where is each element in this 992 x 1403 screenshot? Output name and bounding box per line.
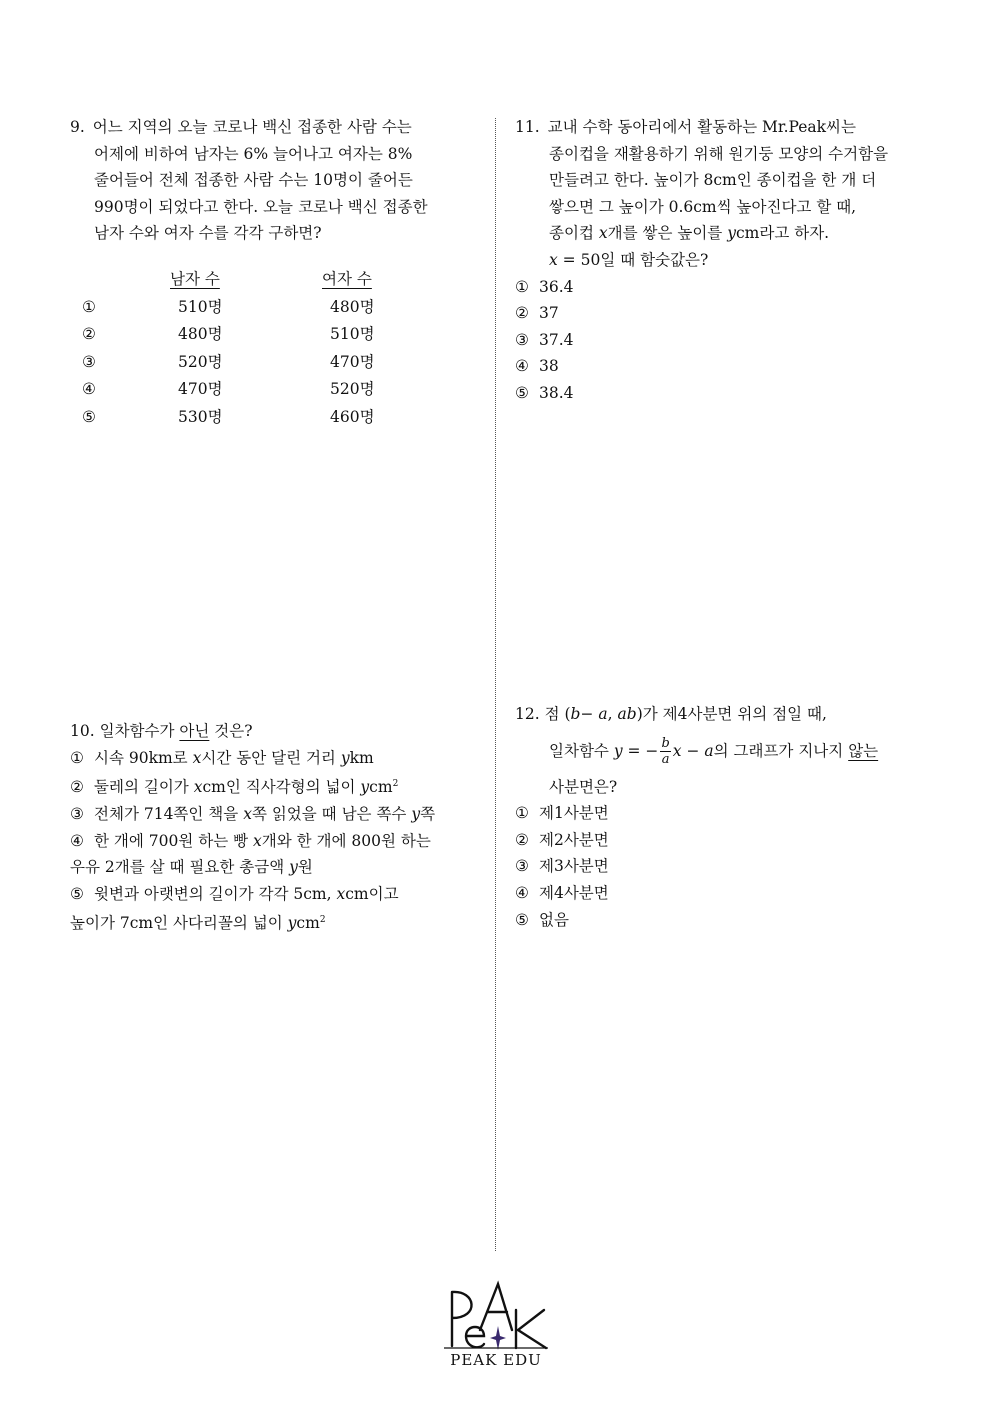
question-text-line <box>515 220 935 247</box>
question-text: 일차함수가 <box>99 722 180 740</box>
option-marker: ③ <box>515 330 529 349</box>
fraction <box>660 736 670 767</box>
question-text-line: 사분면은? <box>549 777 618 796</box>
option-5 <box>515 380 935 407</box>
question-text: 것은? <box>209 722 253 740</box>
option-2 <box>515 827 935 854</box>
emphasis-underline: 아닌 <box>179 722 210 740</box>
male-count: 520명 <box>178 352 223 371</box>
logo-letter-a <box>480 1284 512 1330</box>
question-text-line: 쌓으면 그 높이가 0.6cm씩 높아진다고 할 때, <box>549 197 857 216</box>
male-count: 530명 <box>178 407 223 426</box>
female-count: 480명 <box>330 297 375 316</box>
option-text: 둘레의 길이가 <box>94 778 194 797</box>
star-icon <box>490 1326 506 1350</box>
option-text: 38.4 <box>539 383 574 402</box>
math-var: b <box>570 705 581 723</box>
option-text: cm이고 <box>345 884 399 903</box>
table-row <box>82 321 462 349</box>
table-row <box>82 376 462 404</box>
table-row <box>82 349 462 377</box>
option-3 <box>515 327 935 354</box>
option-3 <box>70 801 490 828</box>
superscript: 2 <box>319 915 326 926</box>
female-count: 470명 <box>330 352 375 371</box>
answer-table <box>82 266 462 431</box>
question-text-line: 남자 수와 여자 수를 각각 구하면? <box>94 224 322 243</box>
female-count: 510명 <box>330 325 375 343</box>
math-var: y <box>287 914 297 933</box>
math-var: ab <box>617 705 637 723</box>
question-11 <box>515 114 935 407</box>
column-header-male: 남자 수 <box>170 270 220 288</box>
option-marker: ② <box>70 778 84 797</box>
option-5-continued <box>70 907 490 937</box>
question-text-line: 만들려고 한다. 높이가 8cm인 종이컵을 한 개 더 <box>549 171 877 190</box>
option-text: cm <box>296 914 320 933</box>
question-text-line: 990명이 되었다고 한다. 오늘 코로나 백신 접종한 <box>94 197 428 216</box>
option-text: 37 <box>539 304 559 323</box>
option-text: 제2사분면 <box>539 830 609 849</box>
table-row <box>82 404 462 432</box>
table-row <box>82 294 462 322</box>
question-text: 점 ( <box>544 705 571 723</box>
option-1 <box>70 745 490 772</box>
question-text-line: 종이컵을 재활용하기 위해 원기둥 모양의 수거함을 <box>549 144 889 163</box>
option-5 <box>70 881 490 908</box>
math-var: x <box>253 831 262 850</box>
option-5 <box>515 907 935 934</box>
math-var: x <box>549 250 558 269</box>
math-var: x <box>336 884 346 903</box>
question-10 <box>70 718 490 937</box>
option-marker: ④ <box>70 831 84 850</box>
option-marker: ③ <box>70 804 84 823</box>
question-title <box>70 718 490 745</box>
female-count: 520명 <box>330 380 375 398</box>
math-var: y <box>289 858 298 877</box>
question-text-line: 줄어들어 전체 접종한 사람 수는 10명이 줄어든 <box>94 171 413 190</box>
option-text: 쪽 읽었을 때 남은 쪽수 <box>251 804 412 823</box>
option-marker: ① <box>515 804 529 823</box>
math-var: y <box>727 224 736 243</box>
math-var: x <box>192 748 202 767</box>
option-text: 제4사분면 <box>539 883 609 902</box>
question-number: 11. <box>515 118 540 136</box>
option-text: 전체가 714쪽인 책을 <box>94 804 244 823</box>
math-var: x <box>598 224 608 243</box>
superscript: 2 <box>392 779 399 790</box>
question-text: )가 제4사분면 위의 점일 때, <box>636 705 827 723</box>
option-marker: ② <box>515 830 529 849</box>
question-text: − <box>580 705 599 723</box>
option-2 <box>70 771 490 801</box>
option-4 <box>515 353 935 380</box>
question-text: , <box>607 705 618 723</box>
question-12 <box>515 701 935 933</box>
option-1 <box>515 800 935 827</box>
logo-letter-k <box>516 1310 546 1348</box>
male-count: 510명 <box>178 297 223 316</box>
math-var: y <box>340 748 350 767</box>
question-number: 9. <box>70 118 85 136</box>
option-4 <box>515 880 935 907</box>
option-4 <box>70 828 490 855</box>
math-var: y <box>360 778 370 797</box>
question-text: 일차함수 <box>549 741 614 760</box>
option-marker: ③ <box>515 857 529 876</box>
option-text: 38 <box>539 357 559 376</box>
math-var: a <box>704 741 714 760</box>
option-text: 한 개에 700원 하는 빵 <box>94 831 254 850</box>
option-marker: ④ <box>82 380 96 398</box>
option-text: 개와 한 개에 800원 하는 <box>261 831 431 850</box>
column-header-female: 여자 수 <box>322 270 372 288</box>
option-text: 없음 <box>539 910 569 929</box>
option-marker: ② <box>515 304 529 323</box>
option-text: 우유 2개를 살 때 필요한 총금액 <box>70 858 290 877</box>
math-operator: − <box>681 741 705 760</box>
logo-text: PEAK EDU <box>450 1351 542 1369</box>
option-4-continued <box>70 854 490 881</box>
option-2 <box>515 300 935 327</box>
question-text-line: 교내 수학 동아리에서 활동하는 Mr.Peak씨는 <box>547 118 857 136</box>
option-1 <box>515 274 935 301</box>
option-text: 쪽 <box>420 804 436 823</box>
math-operator: = − <box>622 741 659 760</box>
question-text: 개를 쌓은 높이를 <box>607 224 728 243</box>
question-text-line <box>515 247 935 274</box>
male-count: 470명 <box>178 380 223 398</box>
logo-letter-e <box>466 1327 484 1347</box>
question-9 <box>70 114 470 247</box>
question-text: 종이컵 <box>549 224 599 243</box>
option-3 <box>515 853 935 880</box>
column-divider <box>495 118 496 1251</box>
fraction-denominator: a <box>661 752 670 768</box>
option-text: 윗변과 아랫변의 길이가 각각 5cm, <box>94 884 337 903</box>
question-text: 의 그래프가 지나지 <box>713 741 849 760</box>
option-text: 제3사분면 <box>539 857 609 876</box>
question-text-line <box>515 701 935 728</box>
option-marker: ② <box>82 325 96 343</box>
fraction-numerator: b <box>661 736 670 752</box>
math-var: y <box>411 804 421 823</box>
question-text-line <box>515 728 935 774</box>
math-var: a <box>598 705 608 723</box>
option-marker: ① <box>70 748 84 767</box>
option-text: 원 <box>297 858 313 877</box>
option-marker: ④ <box>515 357 529 376</box>
option-marker: ③ <box>82 352 96 371</box>
option-text: cm <box>369 778 393 797</box>
option-marker: ④ <box>515 883 529 902</box>
option-text: 제1사분면 <box>539 804 609 823</box>
question-number: 10. <box>70 722 95 740</box>
option-text: 37.4 <box>539 330 574 349</box>
option-marker: ⑤ <box>515 910 529 929</box>
emphasis-underline: 않는 <box>848 741 879 760</box>
question-text: = 50일 때 함숫값은? <box>557 250 709 269</box>
math-var: x <box>243 804 252 823</box>
logo-letter-p <box>452 1292 472 1346</box>
option-marker: ⑤ <box>515 383 529 402</box>
option-text: km <box>349 748 374 767</box>
option-marker: ⑤ <box>70 884 84 903</box>
question-text: cm라고 하자. <box>735 224 830 243</box>
male-count: 480명 <box>178 325 223 343</box>
option-text: 시속 90km로 <box>94 748 193 767</box>
option-marker: ① <box>515 277 529 296</box>
female-count: 460명 <box>330 407 375 426</box>
math-var: x <box>672 741 682 760</box>
math-var: y <box>613 741 623 760</box>
table-header-row <box>82 266 462 294</box>
option-text: 36.4 <box>539 277 574 296</box>
option-text: cm인 직사각형의 넓이 <box>202 778 361 797</box>
question-text-line: 어제에 비하여 남자는 6% 늘어나고 여자는 8% <box>94 144 413 163</box>
math-var: x <box>193 778 203 797</box>
option-text: 높이가 7cm인 사다리꼴의 넓이 <box>70 914 288 933</box>
option-marker: ① <box>82 297 96 316</box>
question-number: 12. <box>515 705 540 723</box>
option-marker: ⑤ <box>82 407 96 426</box>
option-text: 시간 동안 달린 거리 <box>201 748 341 767</box>
question-text-line: 어느 지역의 오늘 코로나 백신 접종한 사람 수는 <box>92 118 412 136</box>
